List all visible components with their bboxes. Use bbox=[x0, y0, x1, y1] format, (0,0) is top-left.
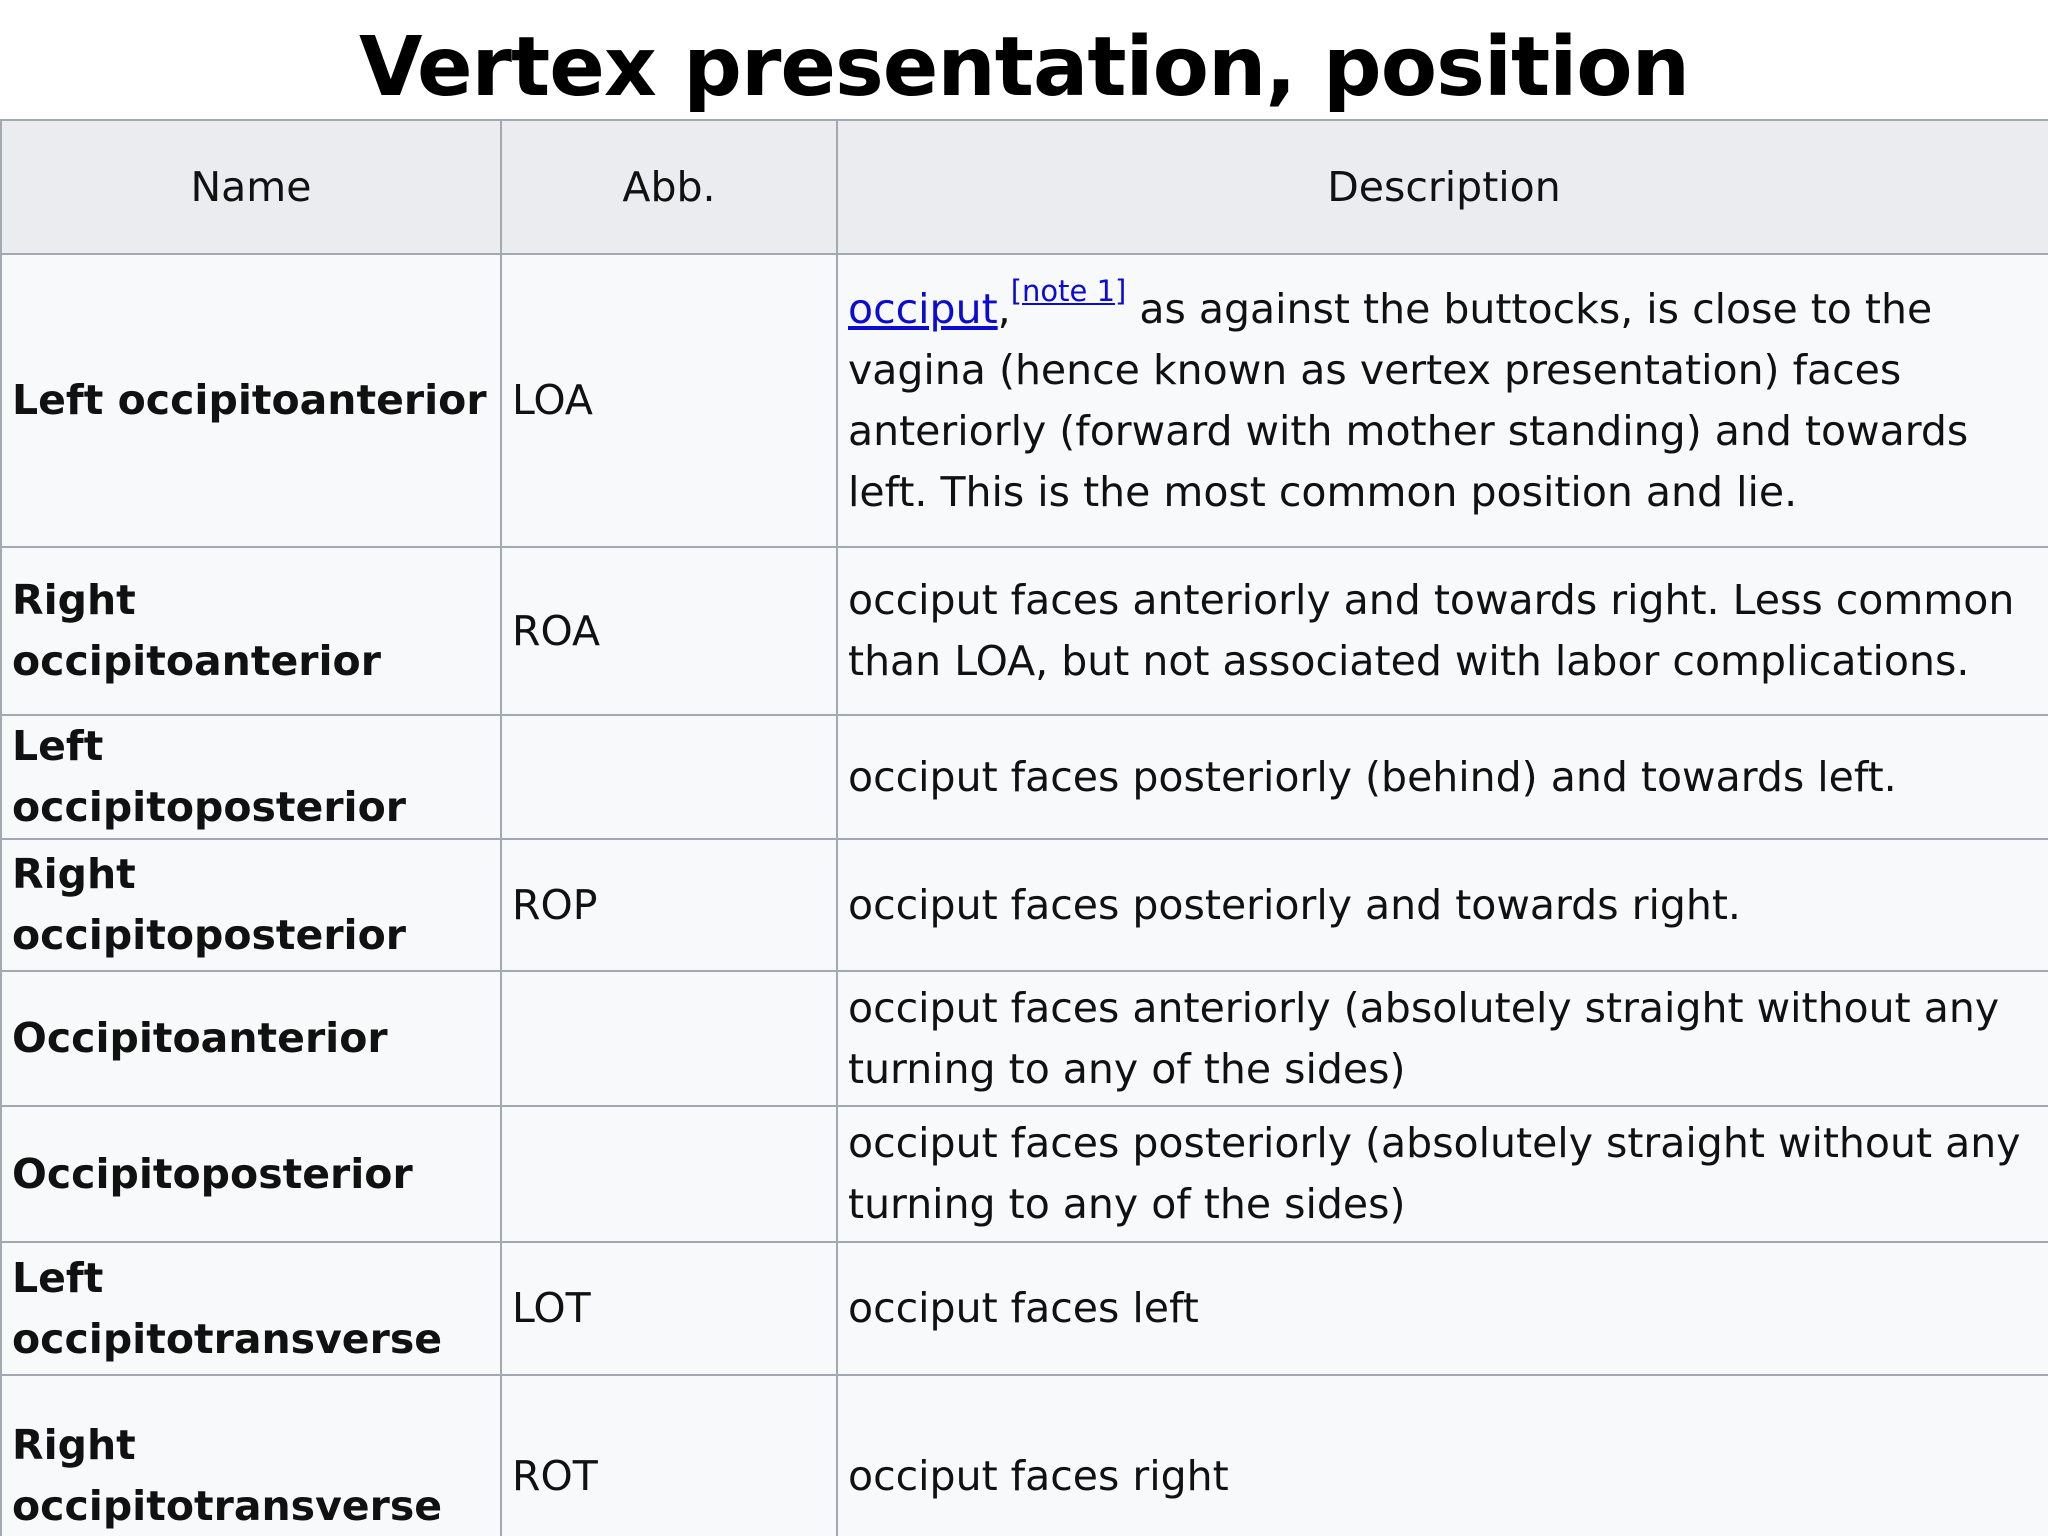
table-row bbox=[1, 1106, 2048, 1242]
table-row bbox=[1, 839, 2048, 971]
row-description-cell: occiput faces posteriorly (behind) and towards left. bbox=[837, 715, 2048, 839]
column-header-description: Description bbox=[837, 120, 2048, 254]
occiput-link[interactable]: occiput bbox=[848, 284, 998, 333]
table-row bbox=[1, 1375, 2048, 1536]
row-abb-cell: ROA bbox=[501, 547, 837, 715]
table-header-row bbox=[1, 120, 2048, 254]
note-reference bbox=[1011, 274, 1127, 308]
column-header-name: Name bbox=[1, 120, 501, 254]
row-abb-cell bbox=[501, 971, 837, 1106]
row-description-cell: occiput faces anteriorly and towards right. Less common than LOA, but not associated with labor complications. bbox=[837, 547, 2048, 715]
row-name-cell: Right occipitoposterior bbox=[1, 839, 501, 971]
table-row bbox=[1, 715, 2048, 839]
row-abb-cell: LOA bbox=[501, 254, 837, 547]
row-name-cell: Left occipitoanterior bbox=[1, 254, 501, 547]
table-row bbox=[1, 254, 2048, 547]
table-row bbox=[1, 971, 2048, 1106]
row-abb-cell: ROP bbox=[501, 839, 837, 971]
note-1-link[interactable]: [note 1] bbox=[1010, 273, 1127, 308]
row-name-cell: Right occipitotransverse bbox=[1, 1375, 501, 1536]
column-header-abb: Abb. bbox=[501, 120, 837, 254]
link-comma: , bbox=[997, 284, 1011, 333]
row-description-cell: occiput faces left bbox=[837, 1242, 2048, 1375]
page-title: Vertex presentation, position bbox=[358, 20, 1690, 115]
row-description-cell bbox=[837, 254, 2048, 547]
row-abb-cell: ROT bbox=[501, 1375, 837, 1536]
position-table bbox=[0, 119, 2048, 1536]
table-row bbox=[1, 1242, 2048, 1375]
row-name-cell: Left occipitotransverse bbox=[1, 1242, 501, 1375]
row-abb-cell: LOT bbox=[501, 1242, 837, 1375]
row-description-cell: occiput faces posteriorly and towards right. bbox=[837, 839, 2048, 971]
row-abb-cell bbox=[501, 715, 837, 839]
row-name-cell: Right occipitoanterior bbox=[1, 547, 501, 715]
description-text: as against the buttocks, is close to the vagina (hence known as vertex presentation) faces anteriorly (forward with mother standing) and towards left. This is the most common position and lie. bbox=[848, 284, 1969, 516]
row-description-cell: occiput faces posteriorly (absolutely straight without any turning to any of the sides) bbox=[837, 1106, 2048, 1242]
row-description-cell: occiput faces right bbox=[837, 1375, 2048, 1536]
row-abb-cell bbox=[501, 1106, 837, 1242]
row-description-cell: occiput faces anteriorly (absolutely straight without any turning to any of the sides) bbox=[837, 971, 2048, 1106]
row-name-cell: Left occipitoposterior bbox=[1, 715, 501, 839]
row-name-cell: Occipitoposterior bbox=[1, 1106, 501, 1242]
row-name-cell: Occipitoanterior bbox=[1, 971, 501, 1106]
table-row bbox=[1, 547, 2048, 715]
